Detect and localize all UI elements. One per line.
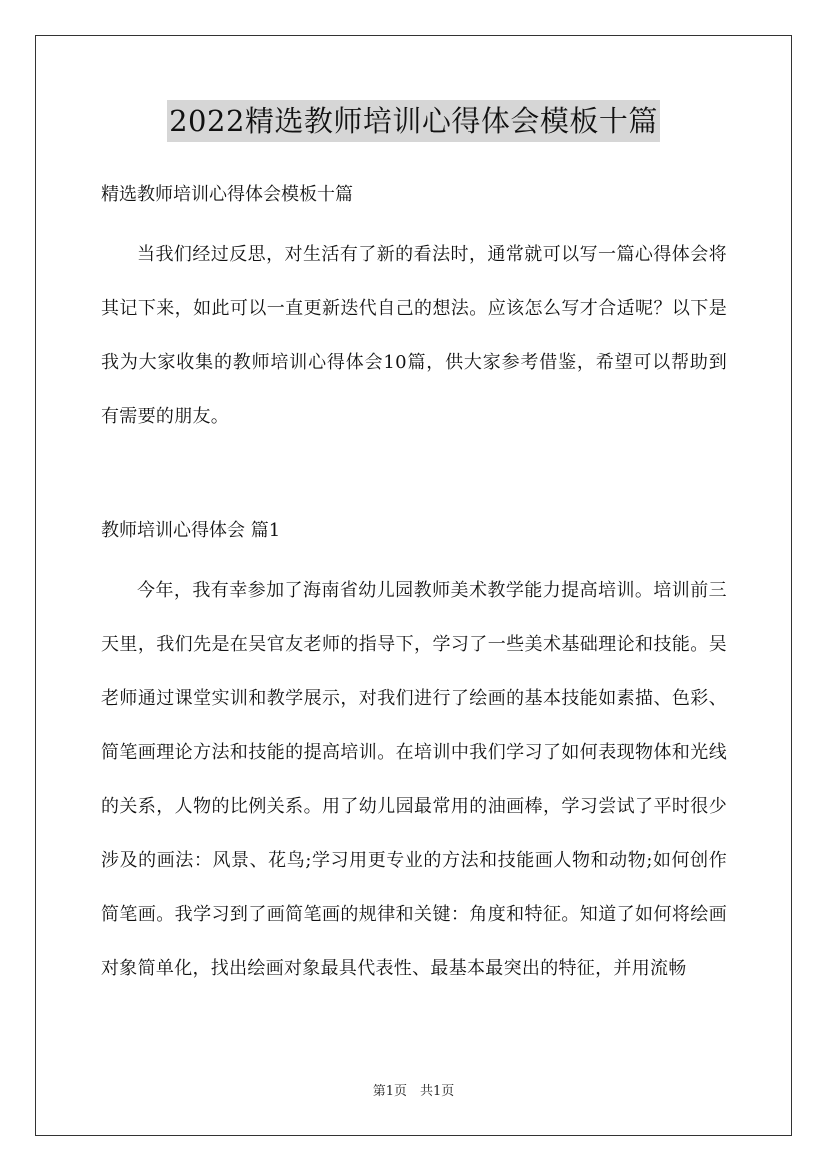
document-title: 2022精选教师培训心得体会模板十篇 bbox=[167, 100, 660, 142]
title-container bbox=[0, 100, 827, 142]
page-footer: 第1页 共1页 bbox=[372, 1084, 455, 1099]
intro-paragraph: 当我们经过反思，对生活有了新的看法时，通常就可以写一篇心得体会将其记下来，如此可以一直更新迭代自己的想法。应该怎么写才合适呢？以下是我为大家收集的教师培训心得体会10篇，供大家参考借鉴，希望可以帮助到有需要的朋友。 bbox=[101, 244, 727, 427]
section-heading: 教师培训心得体会 篇1 bbox=[101, 520, 281, 541]
document-body bbox=[101, 180, 727, 996]
section-paragraph: 今年，我有幸参加了海南省幼儿园教师美术教学能力提高培训。培训前三天里，我们先是在吴官友老师的指导下，学习了一些美术基础理论和技能。吴老师通过课堂实训和教学展示，对我们进行了绘画的基本技能如素描、色彩、简笔画理论方法和技能的提高培训。在培训中我们学习了如何表现物体和光线的关系，人物的比例关系。用了幼儿园最常用的油画棒，学习尝试了平时很少涉及的画法：风景、花鸟;学习用更专业的方法和技能画人物和动物;如何创作简笔画。我学习到了画简笔画的规律和关键：角度和特征。知道了如何将绘画对象简单化，找出绘画对象最具代表性、最基本最突出的特征，并用流畅 bbox=[101, 580, 727, 979]
document-subtitle: 精选教师培训心得体会模板十篇 bbox=[101, 184, 353, 205]
